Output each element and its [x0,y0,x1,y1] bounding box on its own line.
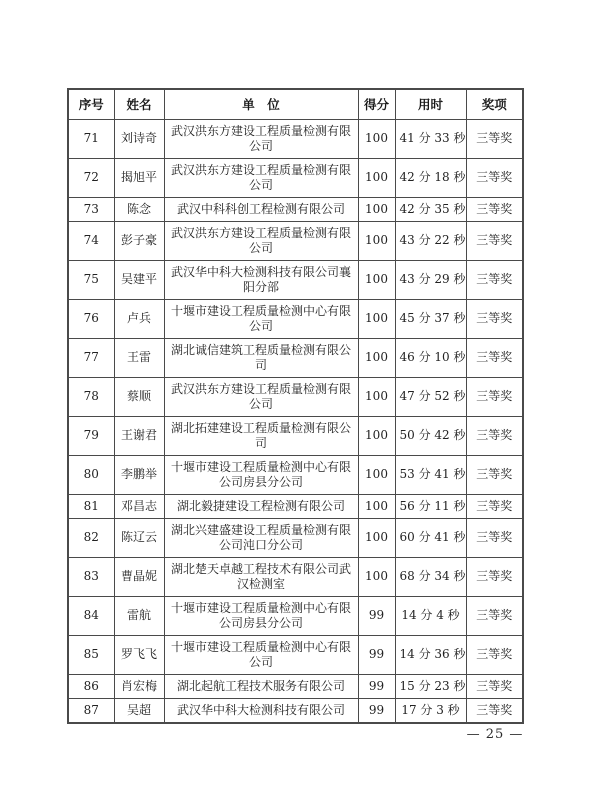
cell-score: 100 [358,557,395,596]
cell-unit: 武汉华中科大检测科技有限公司襄阳分部 [164,260,358,299]
cell-award: 三等奖 [466,698,523,723]
table-row [68,518,523,557]
header-award: 奖项 [466,89,523,119]
cell-award: 三等奖 [466,197,523,221]
cell-score: 100 [358,221,395,260]
cell-unit: 十堰市建设工程质量检测中心有限公司 [164,635,358,674]
cell-serial-number: 74 [68,221,114,260]
table-row [68,698,523,723]
cell-name: 揭旭平 [114,158,164,197]
cell-unit: 武汉洪东方建设工程质量检测有限公司 [164,158,358,197]
cell-score: 100 [358,494,395,518]
cell-award: 三等奖 [466,596,523,635]
cell-name: 李鹏举 [114,455,164,494]
cell-name: 雷航 [114,596,164,635]
cell-award: 三等奖 [466,338,523,377]
cell-serial-number: 77 [68,338,114,377]
table-row [68,494,523,518]
table-row [68,338,523,377]
cell-serial-number: 82 [68,518,114,557]
cell-unit: 湖北兴建盛建设工程质量检测有限公司沌口分公司 [164,518,358,557]
cell-time-used: 60 分 41 秒 [395,518,466,557]
cell-time-used: 14 分 4 秒 [395,596,466,635]
table-row [68,260,523,299]
cell-serial-number: 75 [68,260,114,299]
cell-award: 三等奖 [466,494,523,518]
cell-name: 王谢君 [114,416,164,455]
cell-score: 100 [358,197,395,221]
cell-time-used: 14 分 36 秒 [395,635,466,674]
cell-name: 彭子豪 [114,221,164,260]
cell-serial-number: 85 [68,635,114,674]
cell-name: 曹晶妮 [114,557,164,596]
cell-time-used: 42 分 18 秒 [395,158,466,197]
cell-time-used: 45 分 37 秒 [395,299,466,338]
cell-unit: 武汉洪东方建设工程质量检测有限公司 [164,221,358,260]
table-row [68,557,523,596]
cell-score: 99 [358,698,395,723]
table-row [68,596,523,635]
header-score: 得分 [358,89,395,119]
table-body [68,119,523,723]
cell-serial-number: 73 [68,197,114,221]
cell-unit: 十堰市建设工程质量检测中心有限公司 [164,299,358,338]
table-row [68,119,523,158]
cell-score: 100 [358,260,395,299]
cell-score: 100 [358,158,395,197]
cell-unit: 湖北楚天卓越工程技术有限公司武汉检测室 [164,557,358,596]
cell-award: 三等奖 [466,635,523,674]
cell-unit: 武汉华中科大检测科技有限公司 [164,698,358,723]
cell-score: 100 [358,416,395,455]
cell-serial-number: 83 [68,557,114,596]
table-row [68,635,523,674]
table-row [68,221,523,260]
cell-time-used: 43 分 29 秒 [395,260,466,299]
cell-score: 100 [358,338,395,377]
cell-time-used: 17 分 3 秒 [395,698,466,723]
table-row [68,416,523,455]
cell-score: 100 [358,377,395,416]
cell-award: 三等奖 [466,260,523,299]
cell-serial-number: 84 [68,596,114,635]
cell-name: 刘诗奇 [114,119,164,158]
table-row [68,158,523,197]
cell-name: 王雷 [114,338,164,377]
cell-serial-number: 76 [68,299,114,338]
table-row [68,197,523,221]
table-row [68,377,523,416]
cell-score: 99 [358,596,395,635]
cell-name: 陈念 [114,197,164,221]
table-row [68,674,523,698]
cell-name: 邓昌志 [114,494,164,518]
cell-serial-number: 79 [68,416,114,455]
table-header-row [68,89,523,119]
cell-award: 三等奖 [466,299,523,338]
table-row [68,299,523,338]
cell-time-used: 53 分 41 秒 [395,455,466,494]
cell-award: 三等奖 [466,377,523,416]
cell-award: 三等奖 [466,518,523,557]
cell-time-used: 47 分 52 秒 [395,377,466,416]
cell-unit: 武汉中科科创工程检测有限公司 [164,197,358,221]
cell-award: 三等奖 [466,221,523,260]
cell-serial-number: 80 [68,455,114,494]
table-row [68,455,523,494]
cell-time-used: 46 分 10 秒 [395,338,466,377]
cell-score: 99 [358,635,395,674]
cell-name: 吴建平 [114,260,164,299]
cell-serial-number: 81 [68,494,114,518]
cell-name: 卢兵 [114,299,164,338]
cell-score: 100 [358,518,395,557]
cell-award: 三等奖 [466,119,523,158]
cell-score: 99 [358,674,395,698]
cell-unit: 十堰市建设工程质量检测中心有限公司房县分公司 [164,596,358,635]
cell-serial-number: 71 [68,119,114,158]
cell-unit: 湖北诚信建筑工程质量检测有限公司 [164,338,358,377]
cell-unit: 湖北毅捷建设工程检测有限公司 [164,494,358,518]
cell-time-used: 43 分 22 秒 [395,221,466,260]
cell-unit: 十堰市建设工程质量检测中心有限公司房县分公司 [164,455,358,494]
cell-award: 三等奖 [466,557,523,596]
cell-serial-number: 72 [68,158,114,197]
header-name: 姓名 [114,89,164,119]
cell-award: 三等奖 [466,416,523,455]
page-number: — 25 — [466,727,524,742]
cell-unit: 武汉洪东方建设工程质量检测有限公司 [164,119,358,158]
header-serial-number: 序号 [68,89,114,119]
cell-name: 吴超 [114,698,164,723]
cell-award: 三等奖 [466,674,523,698]
cell-score: 100 [358,455,395,494]
cell-serial-number: 87 [68,698,114,723]
cell-time-used: 15 分 23 秒 [395,674,466,698]
cell-unit: 湖北拓建建设工程质量检测有限公司 [164,416,358,455]
header-time-used: 用时 [395,89,466,119]
cell-name: 陈辽云 [114,518,164,557]
cell-time-used: 68 分 34 秒 [395,557,466,596]
cell-score: 100 [358,119,395,158]
cell-award: 三等奖 [466,158,523,197]
cell-serial-number: 86 [68,674,114,698]
cell-unit: 武汉洪东方建设工程质量检测有限公司 [164,377,358,416]
cell-time-used: 56 分 11 秒 [395,494,466,518]
results-table [67,88,524,724]
cell-time-used: 42 分 35 秒 [395,197,466,221]
cell-time-used: 50 分 42 秒 [395,416,466,455]
cell-name: 肖宏梅 [114,674,164,698]
cell-time-used: 41 分 33 秒 [395,119,466,158]
cell-name: 蔡顺 [114,377,164,416]
cell-score: 100 [358,299,395,338]
cell-name: 罗飞飞 [114,635,164,674]
cell-serial-number: 78 [68,377,114,416]
header-unit: 单 位 [164,89,358,119]
cell-award: 三等奖 [466,455,523,494]
cell-unit: 湖北起航工程技术服务有限公司 [164,674,358,698]
